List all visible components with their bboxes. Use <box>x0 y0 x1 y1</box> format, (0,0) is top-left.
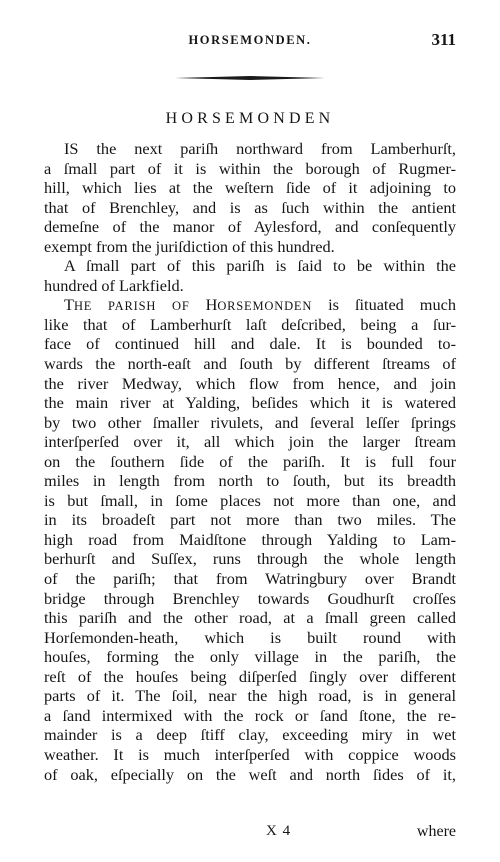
catchword: where <box>416 823 456 840</box>
line-text: bridge through Brenchley towards Goudhurſt croſſes <box>44 588 456 608</box>
text-line <box>44 276 456 296</box>
line-text: like that of Lamberhurſt laſt deſcribed, being a ſur- <box>44 314 456 334</box>
line-text: of the pariſh; that from Watringbury over Brandt <box>44 569 456 589</box>
line-text: a ſmall part of it is within the borough of Rugmer- <box>44 158 456 178</box>
text-line <box>44 452 456 472</box>
line-text: demeſne of the manor of Aylesford, and conſequently <box>44 217 456 237</box>
line-text: the main river at Yalding, beſides which it is watered <box>44 393 456 413</box>
text-line <box>44 530 456 550</box>
text-line <box>44 510 456 530</box>
line-text: a ſand intermixed with the rock or ſand ſtone, the re- <box>44 705 456 725</box>
text-line <box>44 354 456 374</box>
text-line <box>44 198 456 218</box>
line-text: IS the next pariſh northward from Lamberhurſt, <box>64 139 456 158</box>
text-line <box>44 706 456 726</box>
text-line <box>44 491 456 511</box>
text-line <box>44 217 456 237</box>
line-text: hundred of Larkfield. <box>44 275 184 295</box>
line-text: in its broadeſt part not more than two miles. The <box>44 510 456 530</box>
running-title: HORSEMONDEN. <box>188 33 312 47</box>
text-line <box>44 471 456 491</box>
line-text: reſt of the houſes being diſperſed ſingly over different <box>44 666 456 686</box>
line-text: A ſmall part of this pariſh is ſaid to be within the <box>64 256 456 276</box>
line-text: interſperſed over it, all which join the larger ſtream <box>44 432 456 452</box>
text-line <box>44 139 456 159</box>
text-line <box>44 393 456 413</box>
text-line <box>44 589 456 609</box>
text-line <box>44 608 456 628</box>
line-text: houſes, forming the only village in the pariſh, the <box>44 647 456 667</box>
line-text: weather. It is much interſperſed with coppice woods <box>44 744 456 764</box>
text-line <box>44 549 456 569</box>
text-line <box>44 686 456 706</box>
ornament-rule <box>175 76 325 80</box>
text-line <box>44 667 456 687</box>
body-text <box>44 139 456 784</box>
text-line <box>44 315 456 335</box>
text-line <box>44 725 456 745</box>
text-line <box>44 745 456 765</box>
text-line <box>44 295 456 315</box>
line-text: H <box>189 295 218 315</box>
line-text: mainder is a deep ſtiff clay, exceeding miry in wet <box>44 725 456 745</box>
line-text: T <box>64 295 74 315</box>
text-line <box>44 374 456 394</box>
line-text: exempt from the juriſdiction of this hundred. <box>44 236 335 256</box>
line-text: hill, which lies at the weſtern ſide of it adjoining to <box>44 178 456 198</box>
line-text: high road from Maidſtone through Yalding to Lam- <box>44 529 456 549</box>
line-text: face of continued hill and dale. It is bounded to- <box>44 334 456 354</box>
line-text: the river Medway, which flow from hence, and join <box>44 373 456 393</box>
signature-mark: X 4 <box>266 823 292 839</box>
line-text: berhurſt and Suſſex, runs through the whole length <box>44 549 456 569</box>
text-line <box>44 647 456 667</box>
page-number: 311 <box>431 30 456 49</box>
text-line <box>44 256 456 276</box>
line-text: is ſituated much <box>312 295 456 315</box>
line-text: parts of it. The ſoil, near the high road, is in general <box>44 686 456 706</box>
line-text: on the ſouthern ſide of the pariſh. It is full four <box>44 451 456 471</box>
text-line <box>44 334 456 354</box>
line-text: of oak, eſpecially on the weſt and north ſides of it, <box>44 764 456 784</box>
line-text: is but ſmall, in ſome places not more than one, and <box>44 490 456 510</box>
text-line <box>44 569 456 589</box>
running-head <box>0 30 500 53</box>
small-caps-text: ORSEMONDEN <box>217 299 313 314</box>
text-line <box>44 628 456 648</box>
line-text: that of Brenchley, and is as ſuch within the antient <box>44 197 456 217</box>
line-text: wards the north-eaſt and ſouth by different ſtreams of <box>44 354 456 374</box>
text-line <box>44 237 456 257</box>
line-text: miles in length from north to ſouth, but its breadth <box>44 471 456 491</box>
small-caps-text: HE PARISH OF <box>73 299 190 314</box>
text-line <box>44 432 456 452</box>
text-line <box>44 413 456 433</box>
line-text: by two other ſmaller rivulets, and ſeveral leſſer ſprings <box>44 412 456 432</box>
line-text: Horſemonden-heath, which is built round with <box>44 627 456 647</box>
text-line <box>44 178 456 198</box>
page-footer <box>44 823 456 843</box>
chapter-title: HORSEMONDEN <box>165 110 335 127</box>
text-line <box>44 159 456 179</box>
text-line <box>44 765 456 785</box>
line-text: this pariſh and the other road, at a ſmall green called <box>44 608 456 628</box>
